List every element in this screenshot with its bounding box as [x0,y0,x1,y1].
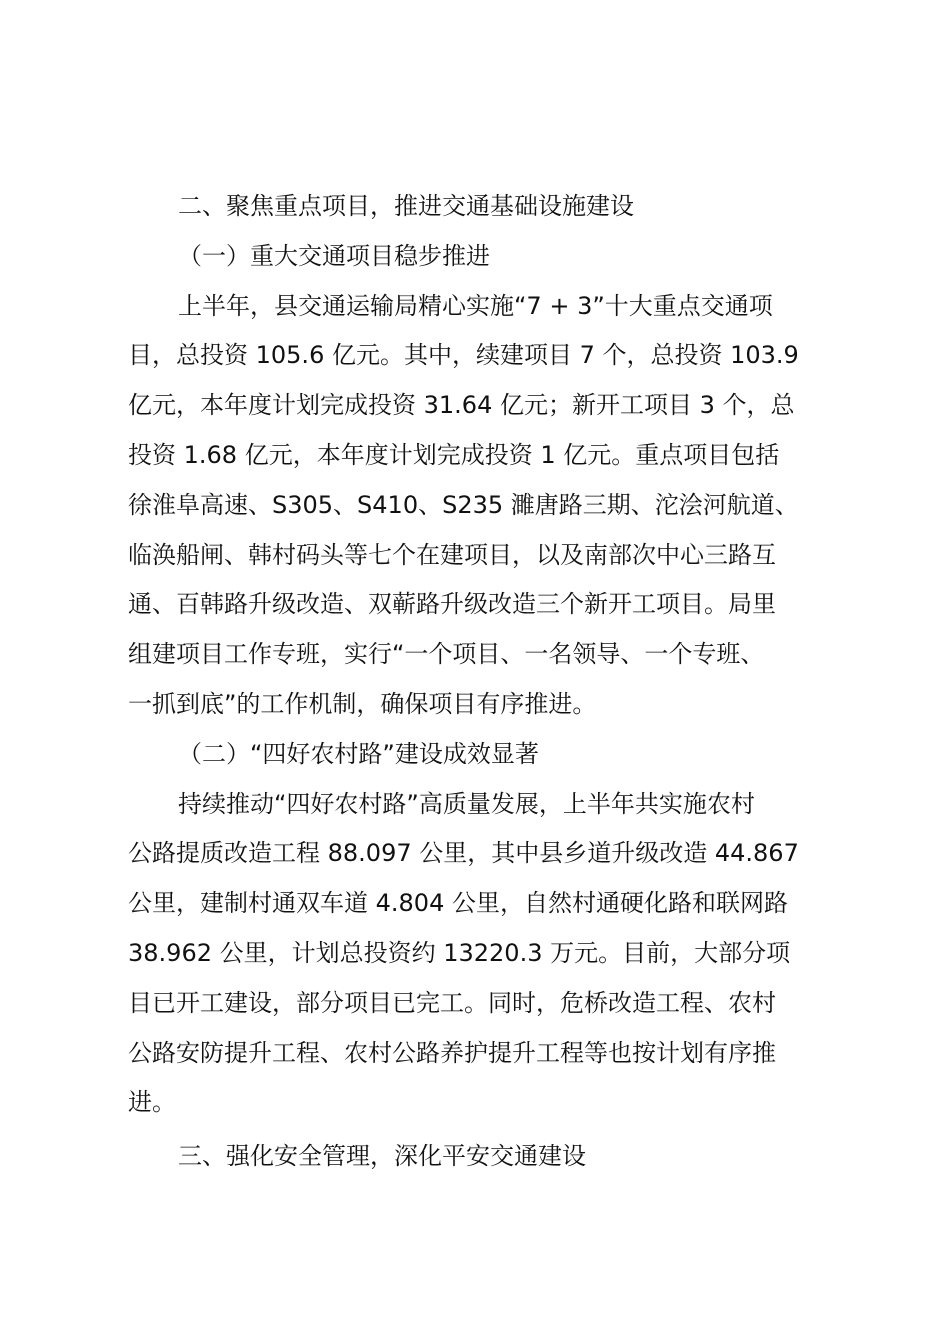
paragraph-line: 通、百韩路升级改造、双蕲路升级改造三个新开工项目。局里 [128,590,776,619]
subsection-heading-2-2: （二）“四好农村路”建设成效显著 [178,739,539,768]
paragraph-line: 上半年，县交通运输局精心实施“7 + 3”十大重点交通项 [178,291,773,320]
paragraph-line: 公路安防提升工程、农村公路养护提升工程等也按计划有序推 [128,1038,776,1067]
paragraph-line: 亿元，本年度计划完成投资 31.64 亿元；新开工项目 3 个，总 [128,391,795,420]
paragraph-line: 公里，建制村通双车道 4.804 公里，自然村通硬化路和联网路 [128,889,788,918]
paragraph-line: 目已开工建设，部分项目已完工。同时，危桥改造工程、农村 [128,988,776,1017]
document-body [128,182,834,1182]
section-heading-3: 三、强化安全管理，深化平安交通建设 [178,1142,586,1171]
paragraph-line: 持续推动“四好农村路”高质量发展，上半年共实施农村 [178,789,755,818]
subsection-heading-2-1: （一）重大交通项目稳步推进 [178,241,490,270]
paragraph-line: 一抓到底”的工作机制，确保项目有序推进。 [128,689,597,718]
paragraph-line: 投资 1.68 亿元，本年度计划完成投资 1 亿元。重点项目包括 [128,440,780,469]
paragraph-line: 进。 [128,1088,176,1117]
paragraph-line: 公路提质改造工程 88.097 公里，其中县乡道升级改造 44.867 [128,839,799,868]
paragraph-line: 组建项目工作专班，实行“一个项目、一名领导、一个专班、 [128,640,765,669]
paragraph-line: 临涣船闸、韩村码头等七个在建项目，以及南部次中心三路互 [128,540,776,569]
paragraph-line: 目，总投资 105.6 亿元。其中，续建项目 7 个，总投资 103.9 [128,341,799,370]
section-heading-2: 二、聚焦重点项目，推进交通基础设施建设 [178,192,634,220]
paragraph-line: 徐淮阜高速、S305、S410、S235 濉唐路三期、沱浍河航道、 [128,490,799,519]
paragraph-line: 38.962 公里，计划总投资约 13220.3 万元。目前，大部分项 [128,938,791,967]
